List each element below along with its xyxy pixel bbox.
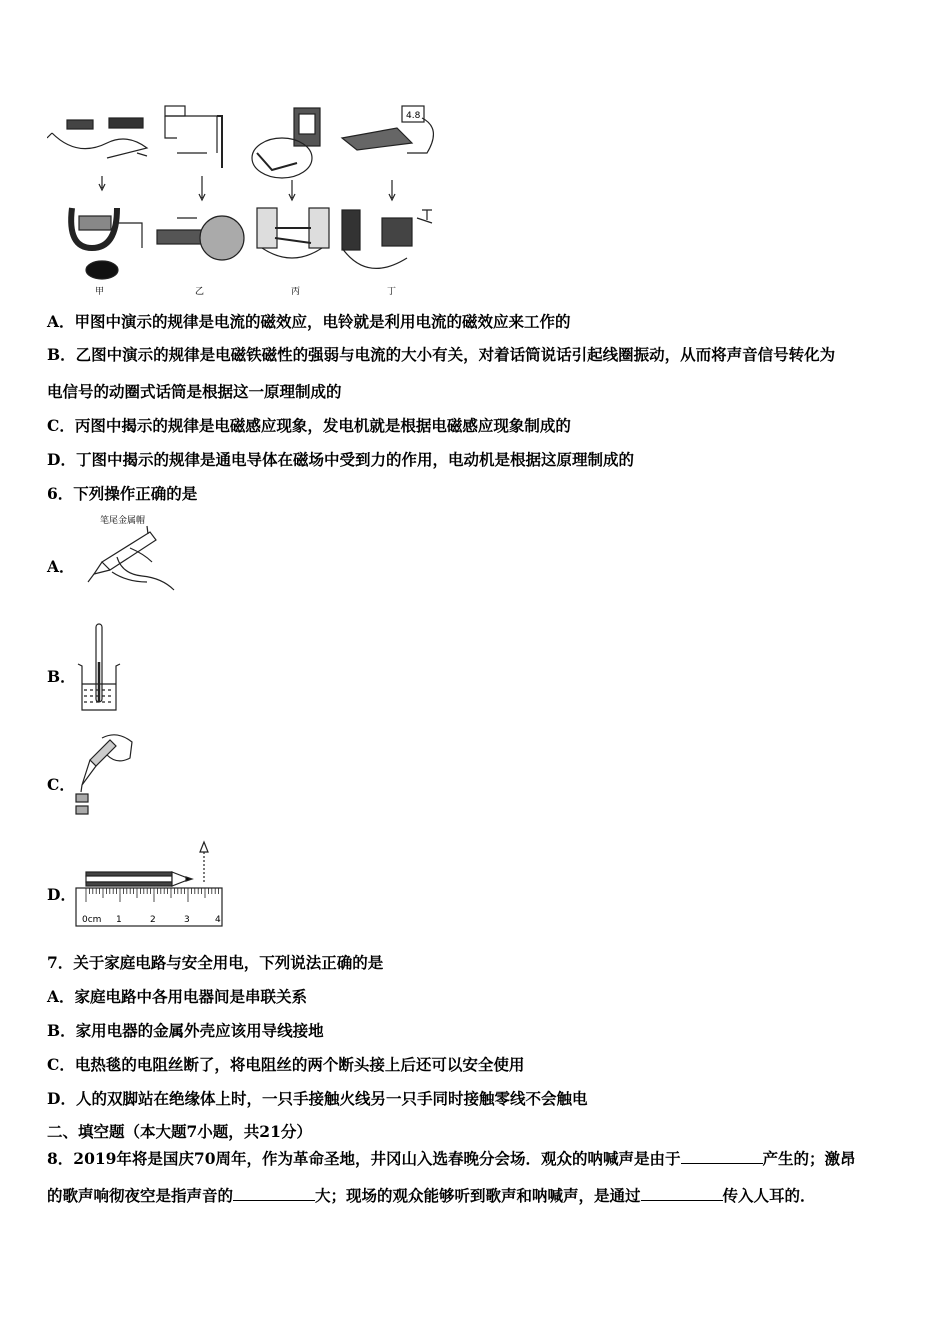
q6-figure-c-pipette xyxy=(72,730,134,818)
section-title: 二、填空题（本大题7小题，共21分） xyxy=(47,1122,312,1141)
pen-caption: 笔尾金属帽 xyxy=(100,516,146,526)
q8-blank-2[interactable] xyxy=(233,1185,315,1201)
q5-option-b: B．乙图中演示的规律是电磁铁磁性的强弱与电流的大小有关，对着话筒说话引起线圈振动，从而将声音信号转化为 xyxy=(47,345,836,364)
q6-figure-b-thermometer xyxy=(76,622,122,714)
fig-label-jia: 甲 xyxy=(95,287,105,297)
ruler-label-2: 2 xyxy=(150,915,156,925)
q8-blank-1[interactable] xyxy=(681,1148,763,1164)
q6-option-b-letter: B． xyxy=(47,667,76,686)
q8-text-3: 的歌声响彻夜空是指声音的 xyxy=(47,1186,234,1205)
q5-option-a: A．甲图中演示的规律是电流的磁效应，电铃就是利用电流的磁效应来工作的 xyxy=(47,312,571,331)
q6-option-a-letter: A． xyxy=(47,557,75,576)
q8-blank-3[interactable] xyxy=(641,1185,723,1201)
meter-label: 4.8 xyxy=(406,111,421,121)
q8-text-2: 产生的；激昂 xyxy=(762,1149,856,1168)
q8-line-2 xyxy=(47,1185,816,1206)
fig-label-bing: 丙 xyxy=(291,287,301,297)
ruler-label-4: 4 xyxy=(215,915,221,925)
q7-option-a: A．家庭电路中各用电器间是串联关系 xyxy=(47,987,308,1006)
q6-stem: 6．下列操作正确的是 xyxy=(47,484,198,503)
q6-figure-d-ruler xyxy=(72,838,224,928)
q5-figure xyxy=(47,98,439,298)
q6-figure-a-pen xyxy=(72,512,178,594)
q8-line-1 xyxy=(47,1148,856,1169)
fig-label-ding: 丁 xyxy=(387,287,397,297)
q5-option-d: D．丁图中揭示的规律是通电导体在磁场中受到力的作用，电动机是根据这原理制成的 xyxy=(47,450,634,469)
ruler-label-1: 1 xyxy=(116,915,122,925)
q8-text-4: 大；现场的观众能够听到歌声和呐喊声，是通过 xyxy=(315,1186,641,1205)
ruler-label-3: 3 xyxy=(184,915,190,925)
q7-option-d: D．人的双脚站在绝缘体上时，一只手接触火线另一只手同时接触零线不会触电 xyxy=(47,1089,588,1108)
ruler-label-0: 0cm xyxy=(82,915,102,925)
q6-option-d-letter: D． xyxy=(47,885,76,904)
q7-option-b: B．家用电器的金属外壳应该用导线接地 xyxy=(47,1021,324,1040)
q7-stem: 7．关于家庭电路与安全用电，下列说法正确的是 xyxy=(47,953,384,972)
q5-option-b-cont: 电信号的动圈式话筒是根据这一原理制成的 xyxy=(47,382,342,401)
q5-option-c: C．丙图中揭示的规律是电磁感应现象，发电机就是根据电磁感应现象制成的 xyxy=(47,416,571,435)
q8-text-1: 8．2019年将是国庆70周年，作为革命圣地，井冈山入选春晚分会场．观众的呐喊声是由于 xyxy=(47,1149,681,1168)
q8-text-5: 传入人耳的． xyxy=(722,1186,816,1205)
fig-label-yi: 乙 xyxy=(195,287,205,297)
q6-option-c-letter: C． xyxy=(47,775,75,794)
q7-option-c: C．电热毯的电阻丝断了，将电阻丝的两个断头接上后还可以安全使用 xyxy=(47,1055,525,1074)
